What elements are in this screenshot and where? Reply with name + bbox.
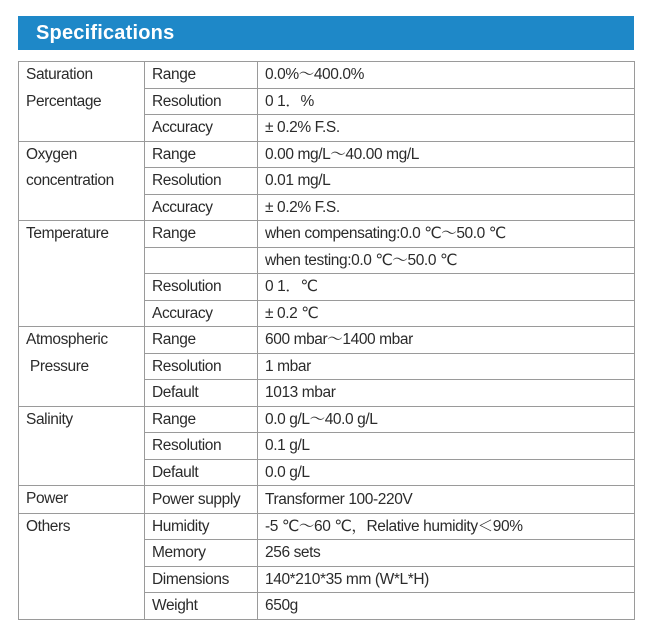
category-label: Others xyxy=(26,517,71,535)
parameter-cell: Default xyxy=(145,380,258,407)
category-label: Oxygen xyxy=(26,145,78,163)
value-cell: 1 mbar xyxy=(258,353,635,380)
category-label: Atmospheric xyxy=(26,331,108,348)
value-cell: 1013 mbar xyxy=(258,380,635,407)
value-cell: 0.0 g/L xyxy=(258,459,635,486)
category-label: Power xyxy=(26,490,68,507)
parameter-cell: Accuracy xyxy=(145,194,258,221)
value-cell: 0.0%～400.0% xyxy=(258,62,635,89)
category-cell xyxy=(19,141,145,221)
parameter-cell: Resolution xyxy=(145,88,258,115)
value-cell: -5 ℃～60 ℃，Relative humidity＜90% xyxy=(258,513,635,540)
parameter-cell: Resolution xyxy=(145,168,258,195)
table-row xyxy=(19,486,635,514)
value-cell: ± 0.2% F.S. xyxy=(258,194,635,221)
table-row xyxy=(19,513,635,540)
parameter-cell: Humidity xyxy=(145,513,258,540)
parameter-cell: Accuracy xyxy=(145,115,258,142)
value-cell: 0.00 mg/L～40.00 mg/L xyxy=(258,141,635,168)
table-row xyxy=(19,221,635,248)
value-cell: 0.0 g/L～40.0 g/L xyxy=(258,406,635,433)
parameter-cell: Memory xyxy=(145,540,258,567)
parameter-cell: Dimensions xyxy=(145,566,258,593)
value-cell: 0 1．℃ xyxy=(258,274,635,301)
parameter-cell: Resolution xyxy=(145,353,258,380)
table-row xyxy=(19,141,635,168)
category-cell xyxy=(19,513,145,619)
value-cell: 600 mbar～1400 mbar xyxy=(258,327,635,354)
category-label: Percentage xyxy=(26,92,102,110)
category-cell xyxy=(19,486,145,514)
value-cell: ± 0.2 ℃ xyxy=(258,300,635,327)
parameter-cell: Power supply xyxy=(145,486,258,514)
category-label: Temperature xyxy=(26,225,109,242)
specifications-table-body xyxy=(19,62,635,620)
specifications-header xyxy=(18,16,634,50)
category-cell xyxy=(19,406,145,486)
category-label: Saturation xyxy=(26,66,93,83)
page-title: Specifications xyxy=(36,22,175,44)
category-cell xyxy=(19,62,145,142)
value-cell: 256 sets xyxy=(258,540,635,567)
table-row xyxy=(19,406,635,433)
category-label: Pressure xyxy=(26,357,89,375)
value-cell: 0 1．% xyxy=(258,88,635,115)
value-cell: 0.1 g/L xyxy=(258,433,635,460)
parameter-cell xyxy=(145,247,258,274)
parameter-cell: Range xyxy=(145,221,258,248)
category-label: Salinity xyxy=(26,410,73,428)
parameter-cell: Resolution xyxy=(145,433,258,460)
value-cell: Transformer 100-220V xyxy=(258,486,635,514)
parameter-cell: Accuracy xyxy=(145,300,258,327)
value-cell: when testing:0.0 ℃～50.0 ℃ xyxy=(258,247,635,274)
parameter-cell: Resolution xyxy=(145,274,258,301)
parameter-cell: Range xyxy=(145,62,258,89)
table-row xyxy=(19,62,635,89)
parameter-cell: Default xyxy=(145,459,258,486)
category-label: concentration xyxy=(26,172,114,189)
value-cell: 650g xyxy=(258,593,635,620)
value-cell: 0.01 mg/L xyxy=(258,168,635,195)
value-cell: 140*210*35 mm (W*L*H) xyxy=(258,566,635,593)
category-cell xyxy=(19,327,145,407)
parameter-cell: Weight xyxy=(145,593,258,620)
value-cell: when compensating:0.0 ℃～50.0 ℃ xyxy=(258,221,635,248)
parameter-cell: Range xyxy=(145,327,258,354)
parameter-cell: Range xyxy=(145,141,258,168)
value-cell: ± 0.2% F.S. xyxy=(258,115,635,142)
category-cell xyxy=(19,221,145,327)
parameter-cell: Range xyxy=(145,406,258,433)
specifications-table xyxy=(18,61,635,620)
table-row xyxy=(19,327,635,354)
